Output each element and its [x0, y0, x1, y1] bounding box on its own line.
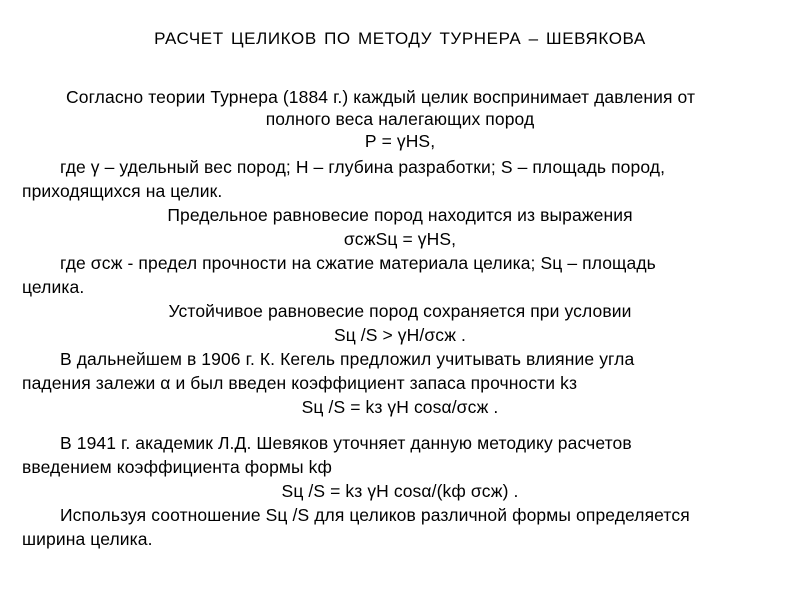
text-line: В 1941 г. академик Л.Д. Шевяков уточняет данную методику расчетов — [60, 433, 632, 453]
text-line: где γ – удельный вес пород; Н – глубина разработки; S – площадь пород, — [60, 157, 666, 177]
formula-line: σсжSц = γНS, — [343, 229, 457, 249]
text-line: где σсж - предел прочности на сжатие материала целика; Sц – площадь — [60, 253, 656, 273]
text-line: ширина целика. — [22, 529, 153, 549]
formula-line: Sц /S = kз γН cosα/σсж . — [301, 397, 499, 417]
text-line: Используя соотношение Sц /S для целиков различной формы определяется — [60, 505, 690, 525]
text-line: приходящихся на целик. — [22, 181, 223, 201]
text-line: целика. — [22, 277, 85, 297]
page-title: РАСЧЕТ ЦЕЛИКОВ ПО МЕТОДУ ТУРНЕРА – ШЕВЯКОВА — [154, 29, 646, 48]
text-line: Согласно теории Турнера (1884 г.) каждый целик воспринимает давления от — [66, 87, 696, 107]
formula-line: Sц /S > γН/σсж . — [333, 325, 467, 345]
text-line: Устойчивое равновесие пород сохраняется при условии — [168, 301, 632, 321]
formula-line: Р = γНS, — [364, 131, 436, 151]
text-line: В дальнейшем в 1906 г. К. Кегель предложил учитывать влияние угла — [60, 349, 635, 369]
text-line: падения залежи α и был введен коэффициент запаса прочности kз — [22, 373, 578, 393]
text-line: полного веса налегающих пород — [265, 109, 535, 129]
formula-line: Sц /S = kз γН cosα/(kф σсж) . — [281, 481, 519, 501]
text-line: Предельное равновесие пород находится из выражения — [167, 205, 633, 225]
text-line: введением коэффициента формы kф — [22, 457, 333, 477]
